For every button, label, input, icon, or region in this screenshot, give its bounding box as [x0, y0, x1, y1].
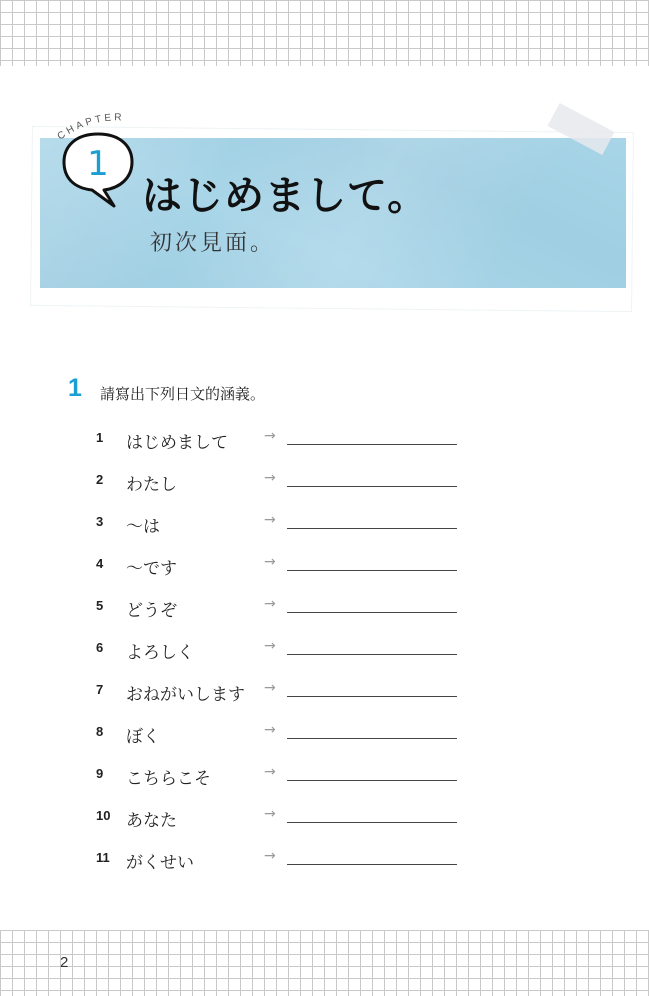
item-japanese: わたし — [126, 475, 177, 495]
item-number: 9 — [96, 766, 104, 781]
list-item — [0, 672, 649, 714]
item-japanese: どうぞ — [126, 601, 177, 621]
item-number: 7 — [96, 682, 104, 697]
exercise-number: 1 — [68, 374, 82, 402]
item-number: 2 — [96, 472, 104, 487]
arrow-right-icon: → — [264, 596, 276, 612]
arrow-right-icon: → — [264, 428, 276, 444]
chapter-subtitle: 初次見面。 — [150, 231, 276, 256]
answer-line[interactable] — [287, 570, 457, 571]
chapter-title: はじめまして。 — [142, 173, 429, 219]
arrow-right-icon: → — [264, 512, 276, 528]
item-number: 11 — [96, 850, 110, 865]
item-number: 10 — [96, 808, 111, 823]
item-japanese: こちらこそ — [126, 769, 211, 789]
item-number: 1 — [96, 430, 104, 445]
item-number: 5 — [96, 598, 104, 613]
chapter-banner — [30, 112, 642, 310]
list-item — [0, 840, 649, 882]
grid-footer-band — [0, 930, 649, 996]
item-japanese: ～は — [126, 517, 160, 537]
answer-line[interactable] — [287, 864, 457, 865]
arrow-right-icon: → — [264, 470, 276, 486]
arrow-right-icon: → — [264, 848, 276, 864]
arrow-right-icon: → — [264, 638, 276, 654]
answer-line[interactable] — [287, 486, 457, 487]
answer-line[interactable] — [287, 822, 457, 823]
chapter-label-text: CHAPTER — [55, 112, 125, 143]
list-item — [0, 714, 649, 756]
answer-line[interactable] — [287, 528, 457, 529]
arrow-right-icon: → — [264, 764, 276, 780]
answer-line[interactable] — [287, 444, 457, 445]
list-item — [0, 756, 649, 798]
item-japanese: ～です — [126, 559, 177, 579]
list-item — [0, 588, 649, 630]
item-number: 3 — [96, 514, 104, 529]
list-item — [0, 546, 649, 588]
answer-line[interactable] — [287, 696, 457, 697]
exercise-instruction: 請寫出下列日文的涵義。 — [100, 385, 266, 403]
list-item — [0, 630, 649, 672]
item-japanese: よろしく — [126, 643, 194, 663]
item-japanese: ぼく — [126, 727, 160, 747]
arrow-right-icon: → — [264, 680, 276, 696]
answer-line[interactable] — [287, 654, 457, 655]
item-japanese: おねがいします — [126, 685, 245, 705]
list-item — [0, 420, 649, 462]
arrow-right-icon: → — [264, 554, 276, 570]
list-item — [0, 798, 649, 840]
item-japanese: がくせい — [126, 853, 194, 873]
arrow-right-icon: → — [264, 806, 276, 822]
item-number: 6 — [96, 640, 104, 655]
answer-line[interactable] — [287, 612, 457, 613]
item-number: 4 — [96, 556, 104, 571]
item-number: 8 — [96, 724, 104, 739]
item-japanese: あなた — [126, 811, 177, 831]
item-japanese: はじめまして — [126, 433, 228, 453]
page-number: 2 — [60, 954, 69, 971]
speech-bubble-icon — [58, 128, 138, 210]
grid-header-band — [0, 0, 649, 66]
answer-line[interactable] — [287, 780, 457, 781]
list-item — [0, 462, 649, 504]
arrow-right-icon: → — [264, 722, 276, 738]
list-item — [0, 504, 649, 546]
answer-line[interactable] — [287, 738, 457, 739]
chapter-number: 1 — [87, 144, 109, 184]
